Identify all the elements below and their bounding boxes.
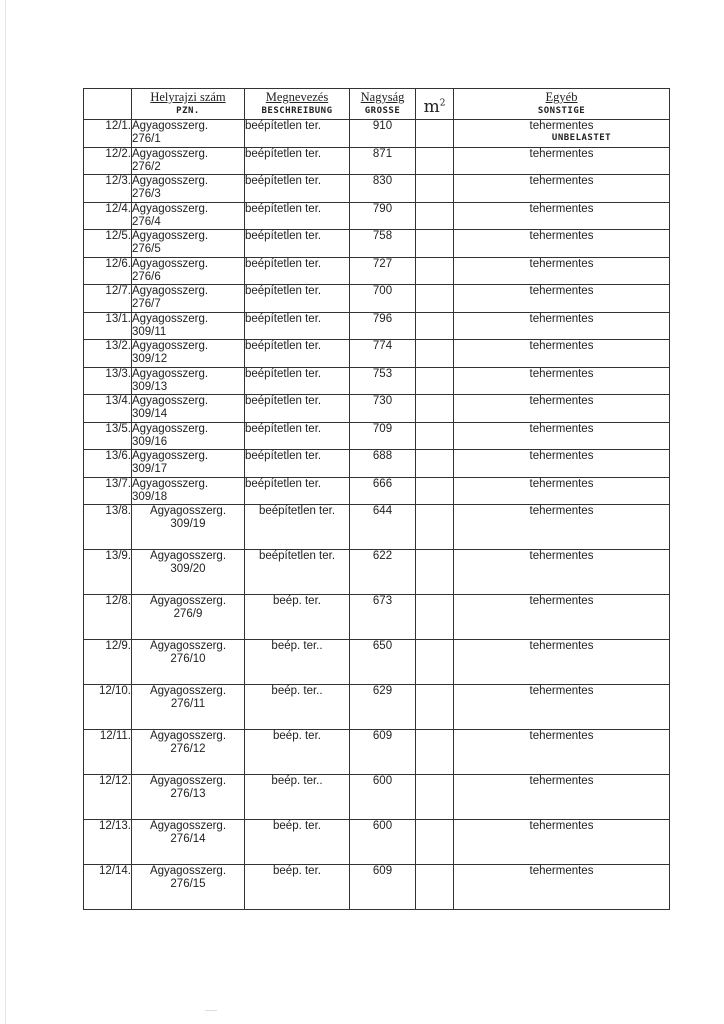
parcel-size: 796 xyxy=(350,312,416,340)
parcel-id: 309/18 xyxy=(132,490,168,503)
unit-exponent: 2 xyxy=(439,98,446,109)
parcel-other-cell xyxy=(454,147,670,175)
parcel-number-cell xyxy=(132,550,245,595)
parcel-unit-cell xyxy=(416,730,454,775)
parcel-location: Agyagosszerg. xyxy=(132,285,209,297)
parcel-unit-cell xyxy=(416,477,454,505)
header-name-handwritten: BESCHREIBUNG xyxy=(261,106,333,116)
table-row xyxy=(84,505,670,550)
header-row xyxy=(84,89,670,120)
row-number: 13/1. xyxy=(84,312,132,340)
header-number xyxy=(84,89,132,120)
parcel-type: beép. ter. xyxy=(245,595,350,640)
parcel-type: beépítetlen ter. xyxy=(245,367,350,395)
parcel-unit-cell xyxy=(416,120,454,148)
row-number: 12/12. xyxy=(84,775,132,820)
parcel-other-cell xyxy=(454,367,670,395)
parcel-encumbrance: tehermentes xyxy=(529,422,594,435)
parcel-location: Agyagosszerg. xyxy=(132,477,209,490)
row-number: 13/2. xyxy=(84,340,132,368)
parcel-id: 309/19 xyxy=(170,518,206,530)
unit-symbol: m xyxy=(423,97,440,117)
row-number: 13/9. xyxy=(84,550,132,595)
parcel-other-cell xyxy=(454,820,670,865)
parcel-unit-cell xyxy=(416,257,454,285)
parcel-size: 688 xyxy=(350,450,416,478)
header-other xyxy=(454,89,670,120)
parcel-size: 753 xyxy=(350,367,416,395)
parcel-type: beépítetlen ter. xyxy=(245,285,350,313)
parcel-encumbrance: tehermentes xyxy=(529,595,594,607)
parcel-unit-cell xyxy=(416,285,454,313)
handwritten-note: UNBELASTET xyxy=(551,133,612,143)
parcel-location: Agyagosszerg. xyxy=(132,340,209,352)
parcel-size: 709 xyxy=(350,422,416,450)
parcel-id: 309/12 xyxy=(132,353,168,365)
header-parcel-number xyxy=(132,89,245,120)
parcel-other-cell xyxy=(454,395,670,423)
row-number: 13/7. xyxy=(84,477,132,505)
parcel-id: 276/12 xyxy=(170,743,206,755)
parcel-encumbrance: tehermentes xyxy=(529,120,594,132)
parcel-id: 276/13 xyxy=(170,788,206,800)
parcel-id: 276/6 xyxy=(132,270,161,283)
parcel-number-cell xyxy=(132,685,245,730)
parcel-unit-cell xyxy=(416,820,454,865)
header-size xyxy=(350,89,416,120)
parcel-other-cell xyxy=(454,340,670,368)
table-row xyxy=(84,120,670,148)
table-row xyxy=(84,550,670,595)
parcel-type: beép. ter.. xyxy=(245,775,350,820)
table-row xyxy=(84,640,670,685)
parcel-id: 276/2 xyxy=(132,160,161,173)
table-row xyxy=(84,340,670,368)
parcel-id: 276/1 xyxy=(132,133,161,145)
parcel-size: 609 xyxy=(350,730,416,775)
parcel-other-cell xyxy=(454,257,670,285)
row-number: 12/2. xyxy=(84,147,132,175)
parcel-location: Agyagosszerg. xyxy=(132,230,209,242)
parcel-number-cell xyxy=(132,312,245,340)
parcel-other-cell xyxy=(454,175,670,203)
row-number: 12/7. xyxy=(84,285,132,313)
parcel-type: beépítetlen ter. xyxy=(245,147,350,175)
parcel-number-cell xyxy=(132,147,245,175)
parcel-number-cell xyxy=(132,505,245,550)
parcel-unit-cell xyxy=(416,395,454,423)
table-row xyxy=(84,367,670,395)
parcel-number-cell xyxy=(132,257,245,285)
parcel-id: 309/14 xyxy=(132,408,168,420)
parcel-id: 276/9 xyxy=(173,608,203,620)
table-row xyxy=(84,775,670,820)
parcel-size: 830 xyxy=(350,175,416,203)
parcel-number-cell xyxy=(132,477,245,505)
row-number: 12/5. xyxy=(84,230,132,258)
parcel-type: beépítetlen ter. xyxy=(245,505,350,550)
parcel-unit-cell xyxy=(416,202,454,230)
parcel-unit-cell xyxy=(416,312,454,340)
parcel-encumbrance: tehermentes xyxy=(529,230,594,242)
parcel-size: 790 xyxy=(350,202,416,230)
parcel-number-cell xyxy=(132,775,245,820)
parcel-size: 910 xyxy=(350,120,416,148)
parcel-id: 276/5 xyxy=(132,243,161,255)
parcel-other-cell xyxy=(454,120,670,148)
parcel-size: 673 xyxy=(350,595,416,640)
table-row xyxy=(84,257,670,285)
parcel-encumbrance: tehermentes xyxy=(529,450,594,462)
parcel-other-cell xyxy=(454,312,670,340)
row-number: 12/9. xyxy=(84,640,132,685)
parcel-id: 309/11 xyxy=(132,325,167,338)
parcel-location: Agyagosszerg. xyxy=(149,685,227,697)
parcel-id: 276/10 xyxy=(170,653,206,665)
parcel-location: Agyagosszerg. xyxy=(132,175,209,187)
parcel-encumbrance: tehermentes xyxy=(529,175,594,187)
row-number: 12/13. xyxy=(84,820,132,865)
parcel-unit-cell xyxy=(416,147,454,175)
parcel-other-cell xyxy=(454,422,670,450)
parcel-unit-cell xyxy=(416,550,454,595)
parcel-table xyxy=(83,88,670,910)
parcel-size: 629 xyxy=(350,685,416,730)
row-number: 12/10. xyxy=(84,685,132,730)
parcel-encumbrance: tehermentes xyxy=(529,550,594,562)
parcel-size: 700 xyxy=(350,285,416,313)
parcel-encumbrance: tehermentes xyxy=(529,202,594,215)
parcel-location: Agyagosszerg. xyxy=(149,550,227,562)
parcel-location: Agyagosszerg. xyxy=(132,395,209,407)
parcel-size: 871 xyxy=(350,147,416,175)
table-row xyxy=(84,685,670,730)
parcel-location: Agyagosszerg. xyxy=(149,820,227,832)
parcel-number-cell xyxy=(132,120,245,148)
table-row xyxy=(84,312,670,340)
parcel-other-cell xyxy=(454,477,670,505)
parcel-size: 622 xyxy=(350,550,416,595)
parcel-type: beépítetlen ter. xyxy=(245,450,350,478)
row-number: 12/4. xyxy=(84,202,132,230)
parcel-type: beépítetlen ter. xyxy=(245,477,350,505)
parcel-size: 774 xyxy=(350,340,416,368)
parcel-encumbrance: tehermentes xyxy=(529,367,594,380)
parcel-unit-cell xyxy=(416,640,454,685)
parcel-encumbrance: tehermentes xyxy=(529,257,594,270)
parcel-encumbrance: tehermentes xyxy=(529,685,594,697)
parcel-type: beépítetlen ter. xyxy=(245,340,350,368)
parcel-id: 309/17 xyxy=(132,463,168,475)
header-other-handwritten: SONSTIGE xyxy=(537,106,586,116)
parcel-size: 730 xyxy=(350,395,416,423)
row-number: 13/5. xyxy=(84,422,132,450)
parcel-location: Agyagosszerg. xyxy=(132,450,209,462)
parcel-number-cell xyxy=(132,865,245,910)
header-unit-handwritten xyxy=(416,91,453,117)
parcel-id: 276/11 xyxy=(170,698,206,710)
parcel-encumbrance: tehermentes xyxy=(529,505,594,517)
parcel-type: beép. ter.. xyxy=(245,640,350,685)
parcel-number-cell xyxy=(132,730,245,775)
header-size-handwritten: GROSSE xyxy=(364,106,401,116)
row-number: 13/8. xyxy=(84,505,132,550)
parcel-size: 666 xyxy=(350,477,416,505)
parcel-number-cell xyxy=(132,820,245,865)
parcel-location: Agyagosszerg. xyxy=(132,422,209,435)
parcel-other-cell xyxy=(454,730,670,775)
parcel-type: beépítetlen ter. xyxy=(245,422,350,450)
parcel-unit-cell xyxy=(416,230,454,258)
parcel-rows xyxy=(84,120,670,910)
header-parcel-number-handwritten: PZN. xyxy=(176,106,200,116)
parcel-encumbrance: tehermentes xyxy=(529,820,594,832)
header-other-label: Egyéb xyxy=(545,90,578,104)
parcel-unit-cell xyxy=(416,175,454,203)
parcel-id: 276/15 xyxy=(170,878,206,890)
parcel-number-cell xyxy=(132,367,245,395)
parcel-type: beép. ter. xyxy=(245,820,350,865)
parcel-number-cell xyxy=(132,175,245,203)
parcel-location: Agyagosszerg. xyxy=(149,775,227,787)
parcel-type: beépítetlen ter. xyxy=(245,550,350,595)
row-number: 12/14. xyxy=(84,865,132,910)
parcel-other-cell xyxy=(454,685,670,730)
parcel-id: 309/20 xyxy=(170,563,206,575)
parcel-encumbrance: tehermentes xyxy=(529,640,594,652)
parcel-type: beép. ter.. xyxy=(245,685,350,730)
parcel-encumbrance: tehermentes xyxy=(529,285,594,297)
parcel-location: Agyagosszerg. xyxy=(149,730,227,742)
parcel-location: Agyagosszerg. xyxy=(132,367,209,380)
parcel-number-cell xyxy=(132,340,245,368)
table-row xyxy=(84,477,670,505)
header-name xyxy=(245,89,350,120)
parcel-location: Agyagosszerg. xyxy=(132,120,209,132)
parcel-number-cell xyxy=(132,450,245,478)
parcel-location: Agyagosszerg. xyxy=(149,595,227,607)
parcel-id: 276/3 xyxy=(132,188,161,200)
parcel-unit-cell xyxy=(416,340,454,368)
parcel-size: 650 xyxy=(350,640,416,685)
scan-edge-line xyxy=(5,0,6,1024)
parcel-id: 276/14 xyxy=(170,833,206,845)
table-row xyxy=(84,595,670,640)
parcel-unit-cell xyxy=(416,422,454,450)
parcel-type: beép. ter. xyxy=(245,865,350,910)
parcel-number-cell xyxy=(132,285,245,313)
parcel-location: Agyagosszerg. xyxy=(132,147,209,160)
parcel-number-cell xyxy=(132,595,245,640)
parcel-unit-cell xyxy=(416,595,454,640)
row-number: 12/8. xyxy=(84,595,132,640)
parcel-other-cell xyxy=(454,775,670,820)
table-row xyxy=(84,147,670,175)
table-row xyxy=(84,865,670,910)
table-row xyxy=(84,175,670,203)
parcel-id: 276/4 xyxy=(132,215,161,228)
parcel-encumbrance: tehermentes xyxy=(529,395,594,407)
parcel-size: 609 xyxy=(350,865,416,910)
table-row xyxy=(84,450,670,478)
parcel-encumbrance: tehermentes xyxy=(529,147,594,160)
parcel-id: 309/13 xyxy=(132,380,168,393)
parcel-other-cell xyxy=(454,595,670,640)
parcel-type: beépítetlen ter. xyxy=(245,175,350,203)
parcel-type: beép. ter. xyxy=(245,730,350,775)
parcel-other-cell xyxy=(454,285,670,313)
parcel-unit-cell xyxy=(416,685,454,730)
table-row xyxy=(84,395,670,423)
parcel-unit-cell xyxy=(416,775,454,820)
table-row xyxy=(84,285,670,313)
parcel-location: Agyagosszerg. xyxy=(149,640,227,652)
parcel-location: Agyagosszerg. xyxy=(149,505,227,517)
parcel-location: Agyagosszerg. xyxy=(132,312,209,325)
parcel-size: 600 xyxy=(350,775,416,820)
header-unit xyxy=(416,89,454,120)
parcel-type: beépítetlen ter. xyxy=(245,395,350,423)
row-number: 12/1. xyxy=(84,120,132,148)
parcel-unit-cell xyxy=(416,450,454,478)
header-name-label: Megnevezés xyxy=(265,90,329,104)
parcel-other-cell xyxy=(454,505,670,550)
parcel-id: 309/16 xyxy=(132,435,168,448)
header-size-label: Nagyság xyxy=(360,90,405,104)
parcel-number-cell xyxy=(132,640,245,685)
parcel-type: beépítetlen ter. xyxy=(245,257,350,285)
table-row xyxy=(84,820,670,865)
parcel-encumbrance: tehermentes xyxy=(529,865,594,877)
table-row xyxy=(84,730,670,775)
scan-mark xyxy=(205,1010,217,1011)
parcel-unit-cell xyxy=(416,865,454,910)
row-number: 13/3. xyxy=(84,367,132,395)
parcel-other-cell xyxy=(454,202,670,230)
parcel-number-cell xyxy=(132,395,245,423)
parcel-number-cell xyxy=(132,202,245,230)
parcel-encumbrance: tehermentes xyxy=(529,775,594,787)
row-number: 13/4. xyxy=(84,395,132,423)
row-number: 12/3. xyxy=(84,175,132,203)
parcel-unit-cell xyxy=(416,367,454,395)
parcel-size: 644 xyxy=(350,505,416,550)
parcel-other-cell xyxy=(454,865,670,910)
parcel-type: beépítetlen ter. xyxy=(245,312,350,340)
parcel-type: beépítetlen ter. xyxy=(245,120,350,148)
parcel-other-cell xyxy=(454,230,670,258)
parcel-number-cell xyxy=(132,422,245,450)
parcel-type: beépítetlen ter. xyxy=(245,202,350,230)
parcel-type: beépítetlen ter. xyxy=(245,230,350,258)
parcel-unit-cell xyxy=(416,505,454,550)
row-number: 12/11. xyxy=(84,730,132,775)
parcel-location: Agyagosszerg. xyxy=(149,865,227,877)
parcel-encumbrance: tehermentes xyxy=(529,730,594,742)
parcel-size: 727 xyxy=(350,257,416,285)
parcel-encumbrance: tehermentes xyxy=(529,312,594,325)
parcel-other-cell xyxy=(454,450,670,478)
header-parcel-number-label: Helyrajzi szám xyxy=(150,90,226,104)
parcel-other-cell xyxy=(454,640,670,685)
table-row xyxy=(84,422,670,450)
parcel-encumbrance: tehermentes xyxy=(529,477,594,490)
parcel-number-cell xyxy=(132,230,245,258)
table-row xyxy=(84,202,670,230)
parcel-location: Agyagosszerg. xyxy=(132,202,209,215)
parcel-size: 600 xyxy=(350,820,416,865)
parcel-location: Agyagosszerg. xyxy=(132,257,209,270)
parcel-size: 758 xyxy=(350,230,416,258)
row-number: 13/6. xyxy=(84,450,132,478)
row-number: 12/6. xyxy=(84,257,132,285)
parcel-id: 276/7 xyxy=(132,298,161,310)
table-row xyxy=(84,230,670,258)
parcel-encumbrance: tehermentes xyxy=(529,340,594,352)
parcel-other-cell xyxy=(454,550,670,595)
